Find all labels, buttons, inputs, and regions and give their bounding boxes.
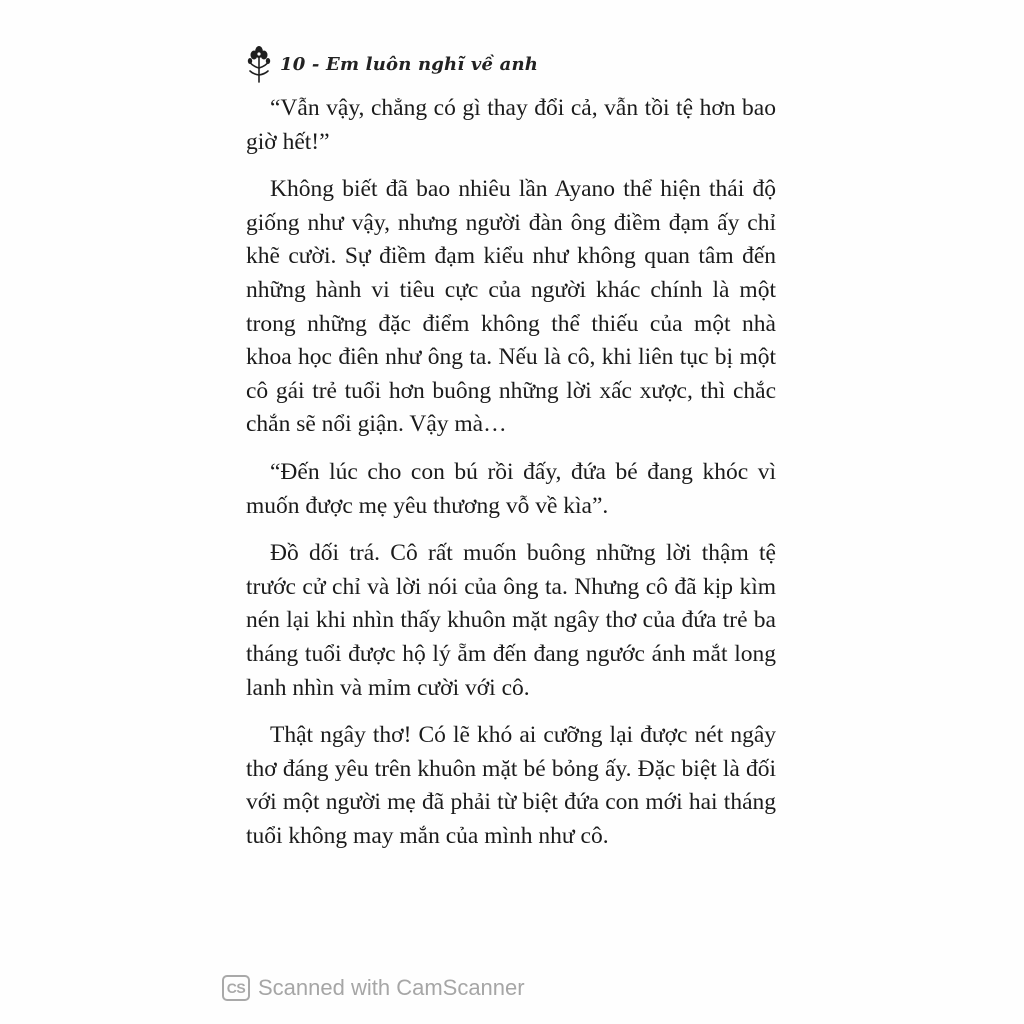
paragraph: Không biết đã bao nhiêu lần Ayano thể hiện thái độ giống như vậy, nhưng người đàn ông điềm đạm ấy chỉ khẽ cười. Sự điềm đạm kiểu như không quan tâm đến những hành vi tiêu cực của người khác chính là một trong những đặc điểm không thể thiếu của một nhà khoa học điên như ông ta. Nếu là cô, khi liên tục bị một cô gái trẻ tuổi hơn buông những lời xấc xược, thì chắc chắn sẽ nổi giận. Vậy mà… <box>246 176 776 438</box>
flower-icon <box>244 44 274 84</box>
paragraph: “Đến lúc cho con bú rồi đấy, đứa bé đang khóc vì muốn được mẹ yêu thương vỗ về kìa”. <box>246 458 776 519</box>
camscanner-logo-icon: CS <box>222 975 250 1001</box>
watermark-text: Scanned with CamScanner <box>258 975 525 1000</box>
paragraph: Đồ dối trá. Cô rất muốn buông những lời thậm tệ trước cử chỉ và lời nói của ông ta. Nhưng cô đã kịp kìm nén lại khi nhìn thấy khuôn mặt ngây thơ của đứa trẻ ba tháng tuổi được hộ lý ẵm đến đang ngước ánh mắt long lanh nhìn và mỉm cười với cô. <box>246 540 776 701</box>
body-text <box>246 92 776 853</box>
camscanner-watermark <box>222 972 525 1004</box>
chapter-title: 10 - Em luôn nghĩ về anh <box>280 53 539 75</box>
paragraph: Thật ngây thơ! Có lẽ khó ai cưỡng lại được nét ngây thơ đáng yêu trên khuôn mặt bé bỏng ấy. Đặc biệt là đối với một người mẹ đã phải từ biệt đứa con mới hai tháng tuổi không may mắn của mình như cô. <box>246 722 776 849</box>
running-header <box>244 44 538 84</box>
paragraph: “Vẫn vậy, chẳng có gì thay đổi cả, vẫn tồi tệ hơn bao giờ hết!” <box>246 95 776 155</box>
